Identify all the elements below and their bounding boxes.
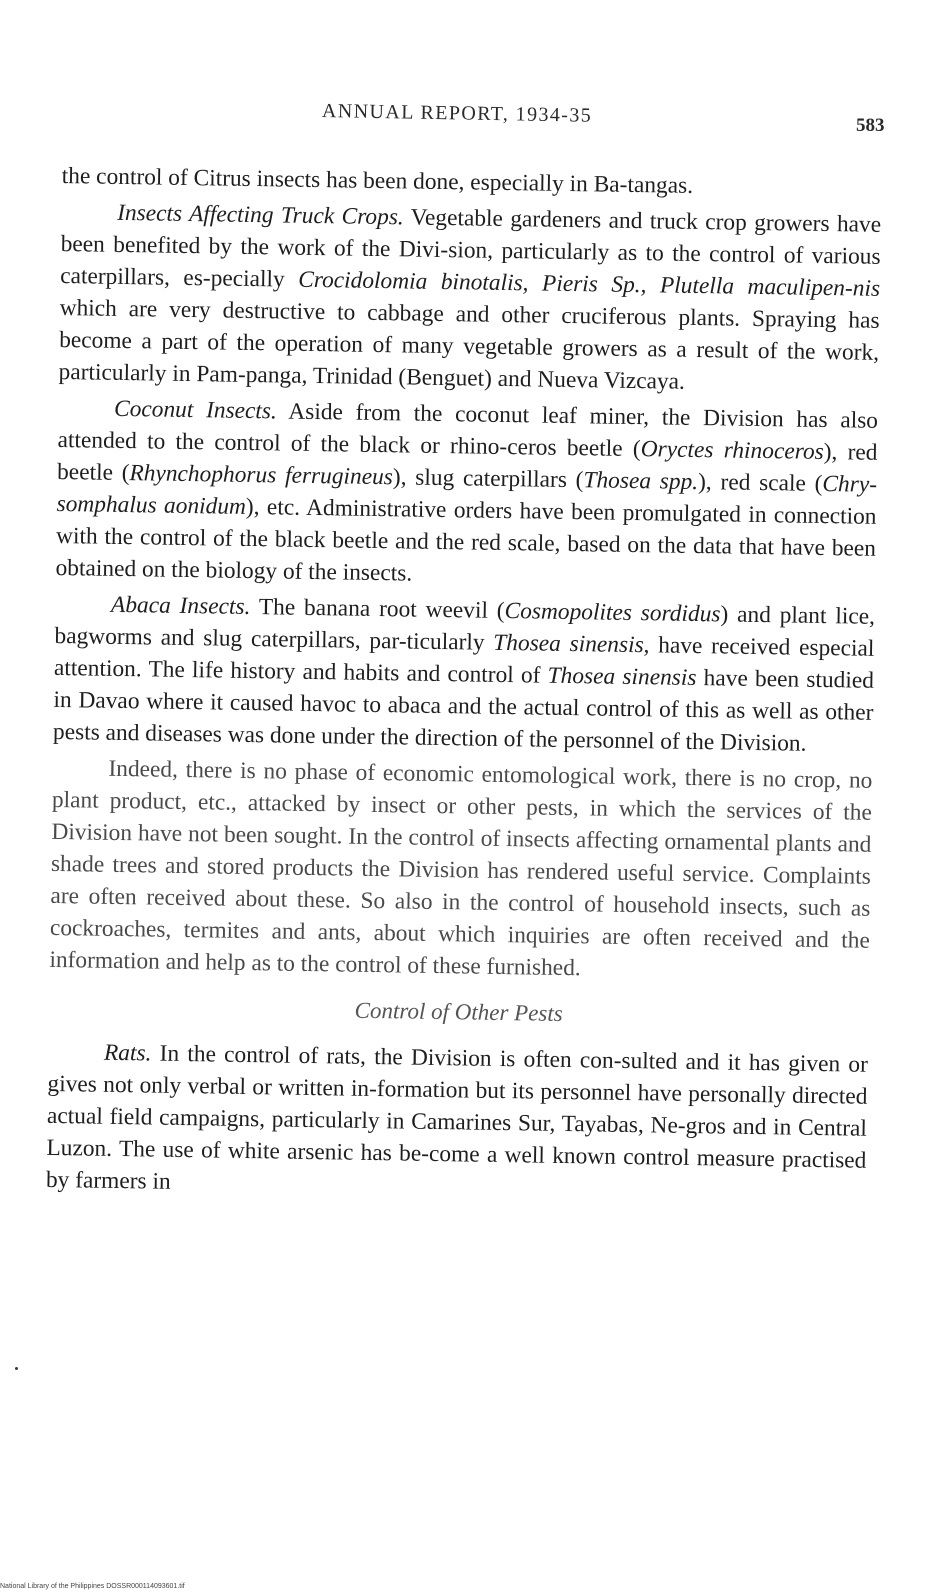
text-segment: sulted and it has given or gives not only verbal or written in- bbox=[47, 1047, 869, 1103]
text-segment: vegetable growers as a result of the work, particularly in Pam- bbox=[58, 333, 880, 388]
text-segment: which are very destructive to cabbage and other cruciferous bbox=[59, 294, 667, 331]
text-segment: sought. In the control of insects affecting ornamental plants bbox=[273, 822, 832, 858]
text-segment: ), red beetle ( bbox=[56, 439, 878, 487]
italic-text-segment: somphalus aonidum bbox=[56, 490, 247, 520]
text-segment: The life history and habits and control of bbox=[148, 656, 548, 689]
text-segment: field campaigns, particularly in Camarines Sur, Tayabas, Ne- bbox=[109, 1103, 686, 1139]
italic-text-segment: Thosea spp. bbox=[583, 467, 699, 496]
text-segment: and the red scale, based on the data that have been obtained bbox=[55, 528, 877, 583]
italic-text-segment: Abaca Insects. bbox=[110, 591, 251, 621]
page-number: 583 bbox=[856, 115, 885, 136]
text-segment: tangas. bbox=[627, 171, 694, 199]
text-segment: done under the direction of the personnel of the Division. bbox=[269, 722, 807, 757]
italic-text-segment: Crocidolomia binotalis, Pieris Sp., Plutella maculipen- bbox=[298, 266, 853, 302]
paragraph-abaca-insects bbox=[53, 588, 875, 761]
paragraph-truck-crops bbox=[58, 196, 881, 401]
text-segment: ), slug caterpillars ( bbox=[392, 464, 584, 494]
text-segment: formation but its personnel have personally directed actual bbox=[46, 1076, 868, 1130]
italic-text-segment: Thosea sinensis bbox=[547, 662, 697, 692]
text-segment: ), etc. Administrative orders have been bbox=[245, 493, 616, 526]
text-segment: panga, Trinidad (Benguet) and Nueva Vizcaya. bbox=[245, 361, 686, 395]
text-segment: pecially bbox=[210, 265, 299, 293]
scan-footer: National Library of the Philippines DOSSR000114093601.tif bbox=[0, 1583, 185, 1590]
text-segment: ), red scale ( bbox=[697, 469, 823, 497]
paragraph-general-entomology bbox=[49, 752, 872, 989]
italic-text-segment: nis bbox=[852, 275, 881, 302]
text-segment: Division has also attended to the control of the black or rhino- bbox=[57, 405, 879, 461]
text-segment: come a well known control measure practised by farmers in bbox=[45, 1140, 867, 1195]
italic-text-segment: sordidus bbox=[640, 600, 721, 628]
italic-text-segment: Coconut Insects. bbox=[113, 395, 278, 425]
section-subheading: Control of Other Pests bbox=[354, 997, 563, 1026]
text-segment: , have received especial attention. bbox=[53, 632, 875, 683]
text-segment: the information and help as to the control of these furnished. bbox=[49, 927, 871, 982]
text-segment: ceros beetle ( bbox=[506, 434, 641, 463]
text-segment: there is no crop, no plant product, etc., attacked by insect or bbox=[51, 764, 873, 820]
running-head bbox=[0, 100, 942, 140]
text-segment: the control of Citrus insects has been done, especially in Ba- bbox=[61, 162, 628, 198]
italic-text-segment: Rhynchophorus bbox=[129, 460, 277, 489]
text-segment: gros and in Central Luzon. The use of white arsenic has be- bbox=[46, 1112, 868, 1167]
text-segment: on the biology of the insects. bbox=[141, 556, 413, 587]
italic-text-segment: Cosmopolites bbox=[504, 598, 633, 627]
text-segment: useful service. Complaints are often received about these. So bbox=[50, 859, 872, 915]
text-segment: Vegetable gardeners and bbox=[403, 204, 643, 235]
text-segment: other pests, in which the services of the Division have not been bbox=[51, 793, 873, 849]
italic-text-segment: Thosea sinensis bbox=[493, 629, 644, 659]
body-text bbox=[46, 160, 882, 1209]
text-segment: Aside from the coconut leaf miner, the bbox=[276, 398, 691, 431]
text-segment: plants. Spraying has become a part of the operation of many bbox=[58, 304, 880, 360]
text-segment: and shade trees and stored products the Division has rendered bbox=[50, 831, 872, 886]
text-segment: promulgated in connection with the control of the black beetle bbox=[55, 499, 877, 555]
paragraph-coconut-insects bbox=[55, 392, 878, 597]
italic-text-segment: Insects Affecting Truck Crops. bbox=[116, 199, 404, 231]
paragraph-rats bbox=[46, 1036, 868, 1209]
running-title: ANNUAL REPORT, 1934-35 bbox=[321, 100, 593, 127]
italic-text-segment: Chry- bbox=[822, 470, 878, 498]
text-segment: ) and plant lice, bagworms and slug caterpillars, par- bbox=[54, 601, 876, 655]
text-segment: also in the control of household insects, such as cockroaches, bbox=[49, 888, 871, 943]
italic-text-segment: Oryctes rhinoceros bbox=[640, 436, 824, 465]
text-segment: been studied in Davao where it caused havoc to abaca and the bbox=[53, 665, 875, 721]
text-segment: sion, particularly as to the control of various caterpillars, es- bbox=[59, 237, 881, 292]
italic-text-segment: Rats. bbox=[103, 1039, 152, 1067]
text-segment: termites and ants, about which inquiries are often received and bbox=[183, 917, 830, 954]
italic-text-segment: ferrugineus bbox=[284, 462, 394, 491]
text-segment: truck crop growers have been benefited by the work of the Divi- bbox=[60, 208, 882, 264]
text-segment: Indeed, there is no phase of economic entomological work, bbox=[108, 755, 678, 791]
margin-speck bbox=[15, 1367, 18, 1370]
text-segment: In the control of rats, the Division is often con- bbox=[151, 1040, 622, 1074]
text-segment: have bbox=[696, 665, 749, 692]
text-segment: actual control of this as well as other pests and diseases was bbox=[52, 694, 874, 749]
text-segment: The banana root weevil ( bbox=[250, 594, 505, 625]
text-segment: ticularly bbox=[406, 628, 494, 656]
